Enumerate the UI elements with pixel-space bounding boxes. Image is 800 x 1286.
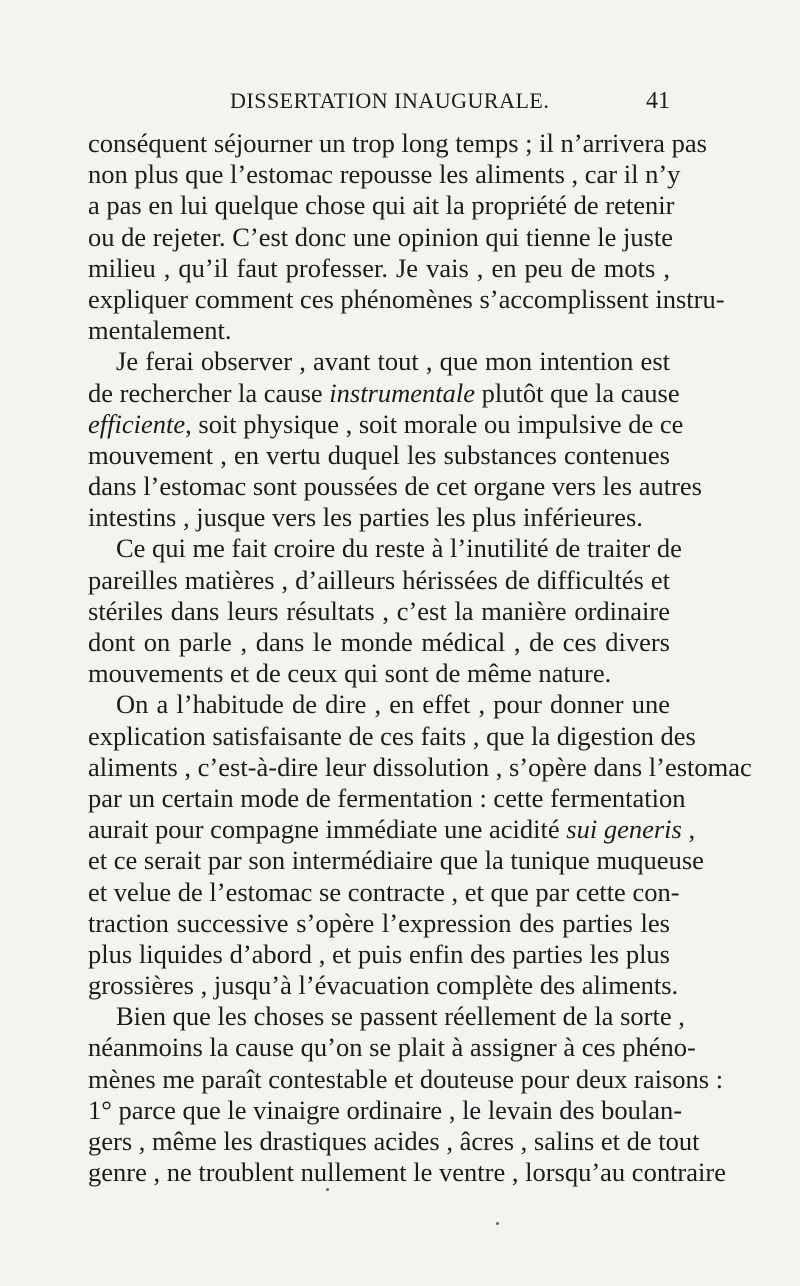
print-speck (326, 1188, 329, 1191)
text-line: ou de rejeter. C’est donc une opinion qui tienne le juste (88, 221, 674, 252)
text-line (88, 814, 696, 845)
text-line: expliquer comment ces phénomènes s’accomplissent instru- (88, 283, 725, 314)
print-speck (496, 1222, 499, 1225)
text-line: pareilles matières , d’ailleurs hérissées de difficultés et (88, 564, 670, 595)
text-line: traction successive s’opère l’expression des parties les (88, 907, 670, 938)
text-line: intestins , jusque vers les parties les plus inférieures. (88, 502, 643, 533)
text-line: dont on parle , dans le monde médical , de ces divers (88, 627, 670, 657)
running-title: DISSERTATION INAUGURALE. (230, 88, 550, 113)
text-line: conséquent séjourner un trop long temps ; il n’arrivera pas (88, 128, 707, 158)
text-line: néanmoins la cause qu’on se plait à assigner à ces phéno- (88, 1032, 696, 1063)
text-line: a pas en lui quelque chose qui ait la propriété de retenir (88, 190, 675, 221)
text-line: explication satisfaisante de ces faits , que la digestion des (88, 720, 696, 751)
body-text (88, 128, 752, 1188)
text-line: mènes me paraît contestable et douteuse pour deux raisons : (88, 1063, 724, 1094)
text-line: mouvement , en vertu duquel les substances contenues (88, 439, 670, 470)
italic-term: instrumentale (329, 377, 476, 408)
text-line: par un certain mode de fermentation : cette fermentation (88, 782, 686, 813)
text-line: et velue de l’estomac se contracte , et que par cette con- (88, 876, 680, 907)
text-line: Bien que les choses se passent réellement de la sorte , (116, 1001, 685, 1032)
text-line: non plus que l’estomac repousse les aliments , car il n’y (88, 159, 681, 190)
text-segment: de rechercher la cause (88, 377, 323, 408)
text-line: milieu , qu’il faut professer. Je vais , en peu de mots , (88, 252, 670, 283)
text-line: Je ferai observer , avant tout , que mon intention est (116, 346, 670, 377)
text-line: stériles dans leurs résultats , c’est la manière ordinaire (88, 595, 670, 626)
text-line: aliments , c’est-à-dire leur dissolution , s’opère dans l’estomac (88, 751, 752, 782)
text-line: gers , même les drastiques acides , âcres , salins et de tout (88, 1126, 700, 1156)
text-line: grossières , jusqu’à l’évacuation complète des aliments. (88, 970, 679, 1001)
text-line (88, 408, 684, 440)
text-line: mouvements et de ceux qui sont de même nature. (88, 658, 612, 689)
italic-term: sui generis , (566, 814, 696, 845)
text-line: genre , ne troublent nullement le ventre , lorsqu’au contraire (88, 1157, 726, 1188)
text-line: 1° parce que le vinaigre ordinaire , le levain des boulan- (88, 1094, 683, 1125)
text-line: On a l’habitude de dire , en effet , pour donner une (116, 689, 670, 720)
text-segment: , soit physique , soit morale ou impulsive de ce (185, 408, 684, 439)
running-head (88, 88, 670, 120)
text-line: mentalement. (88, 315, 232, 346)
text-line: Ce qui me fait croire du reste à l’inutilité de traiter de (116, 533, 682, 564)
page-number: 41 (646, 88, 670, 114)
text-segment: plutôt que la cause (481, 377, 680, 408)
text-line: plus liquides d’abord , et puis enfin des parties les plus (88, 938, 670, 969)
text-line: dans l’estomac sont poussées de cet organe vers les autres (88, 471, 702, 502)
text-line: et ce serait par son intermédiaire que la tunique muqueuse (88, 845, 704, 876)
text-segment: aurait pour compagne immédiate une acidité (88, 814, 560, 845)
text-line (88, 377, 680, 409)
italic-term: efficiente (88, 408, 186, 439)
